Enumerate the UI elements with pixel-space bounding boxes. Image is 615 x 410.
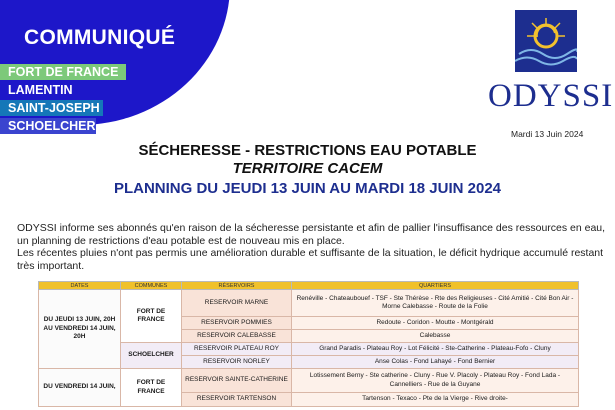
publication-date: Mardi 13 Juin 2024 — [511, 129, 584, 139]
title-line-3: PLANNING DU JEUDI 13 JUIN AU MARDI 18 JUIN 2024 — [113, 180, 502, 197]
header-reservoirs: RÉSERVOIRS — [182, 282, 292, 290]
period-cell: DU VENDREDI 14 JUIN, — [39, 369, 121, 407]
city-lamentin: LAMENTIN — [0, 82, 114, 98]
table-row — [39, 290, 579, 317]
header-dates: DATES — [39, 282, 121, 290]
quartiers-cell: Grand Paradis - Plateau Roy - Lot Félicité - Ste-Catherine - Plateau-Fofo - Cluny — [292, 343, 579, 356]
reservoir-cell: RESERVOIR NORLEY — [182, 356, 292, 369]
city-saint-joseph: SAINT-JOSEPH — [0, 100, 103, 116]
intro-text — [17, 222, 607, 272]
header-quartiers: QUARTIERS — [292, 282, 579, 290]
quartiers-cell: Anse Colas - Fond Lahayé - Fond Bernier — [292, 356, 579, 369]
document-titles — [0, 142, 615, 200]
city-fort-de-france: FORT DE FRANCE — [0, 64, 126, 80]
quartiers-cell: Lotissement Berny - Ste catherine - Cluny - Rue V. Placoly - Plateau Roy - Fond Lada - Cannelliers - Rue de la Guyane — [292, 369, 579, 393]
reservoir-cell: RESERVOIR POMMIES — [182, 317, 292, 330]
reservoir-cell: RESERVOIR SAINTE-CATHERINE — [182, 369, 292, 393]
quartiers-cell: Tartenson - Texaco - Pte de la Vierge - Rive droite- — [292, 393, 579, 407]
table-header-row — [39, 282, 579, 290]
commune-cell: SCHOELCHER — [121, 343, 182, 369]
city-schoelcher: SCHOELCHER — [0, 118, 96, 134]
reservoir-cell: RESERVOIR PLATEAU ROY — [182, 343, 292, 356]
commune-cell: FORT DE FRANCE — [121, 290, 182, 343]
quartiers-cell: Redoute - Coridon - Moutte - Montgérald — [292, 317, 579, 330]
intro-paragraph-2: Les récentes pluies n'ont pas permis une amélioration durable et suffisante de la situation, le déficit hydrique accumulé restant très important. — [17, 247, 604, 272]
reservoir-cell: RESERVOIR MARNE — [182, 290, 292, 317]
period-cell: DU JEUDI 13 JUIN, 20H AU VENDREDI 14 JUIN, 20H — [39, 290, 121, 369]
header-communes: COMMUNES — [121, 282, 182, 290]
commune-cell: FORT DE FRANCE — [121, 369, 182, 407]
planning-table — [38, 281, 579, 407]
communique-title: COMMUNIQUÉ — [24, 26, 176, 49]
city-list — [0, 64, 130, 136]
reservoir-cell: RESERVOIR TARTENSON — [182, 393, 292, 407]
reservoir-cell: RESERVOIR CALEBASSE — [182, 330, 292, 343]
odyssi-logo-icon — [515, 10, 577, 72]
odyssi-logo-text: ODYSSI — [488, 78, 614, 114]
title-line-2: TERRITOIRE CACEM — [232, 160, 383, 177]
quartiers-cell: Calebasse — [292, 330, 579, 343]
intro-paragraph-1: ODYSSI informe ses abonnés qu'en raison de la sécheresse persistante et afin de pallier l'insuffisance des ressources en eau, un planning de restrictions d'eau potable est de nouveau mis en place. — [17, 222, 606, 247]
title-line-1: SÉCHERESSE - RESTRICTIONS EAU POTABLE — [138, 142, 477, 159]
quartiers-cell: Renéville - Chateaubouef - TSF - Ste Thérèse - Rte des Religieuses - Cité Amitié - Cité Bon Air - Morne Calebasse - Route de la Folie — [292, 290, 579, 317]
table-row — [39, 369, 579, 393]
